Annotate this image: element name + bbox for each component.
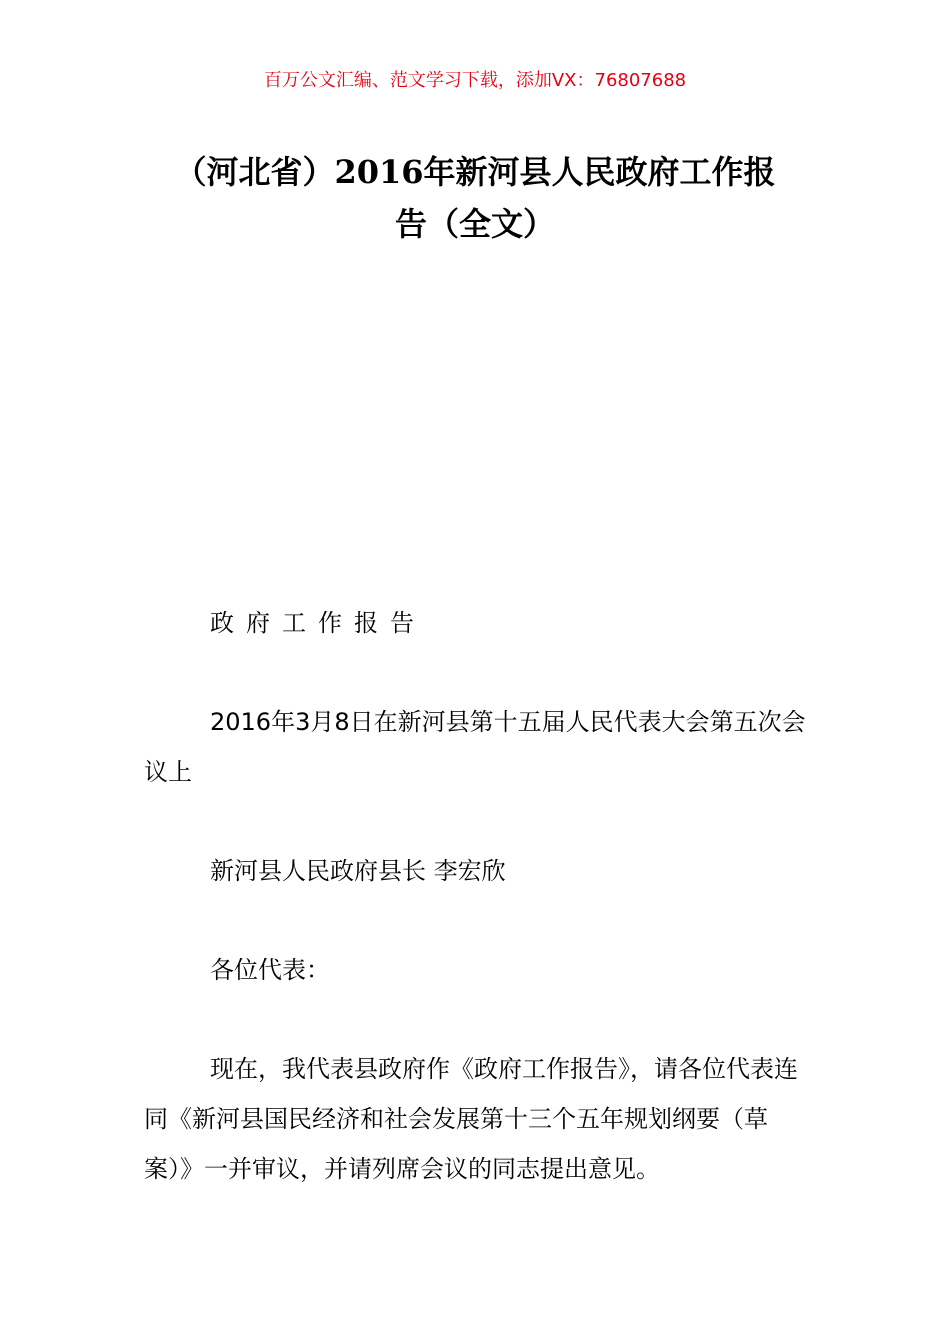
- salutation: 各位代表：: [210, 956, 330, 984]
- watermark-note: 百万公文汇编、范文学习下载，添加VX：76807688: [263, 70, 687, 91]
- document-title: [140, 146, 810, 250]
- paragraph-1: 现在，我代表县政府作《政府工作报告》，请各位代表连同《新河县国民经济和社会发展第十三个五年规划纲要（草案）》一并审议，并请列席会议的同志提出意见。: [144, 1055, 798, 1183]
- title-line-2: 告（全文）: [394, 205, 555, 243]
- speaker-line: 新河县人民政府县长 李宏欣: [210, 857, 506, 885]
- meeting-info: 2016年3月8日在新河县第十五届人民代表大会第五次会议上: [144, 708, 806, 786]
- title-line-1: （河北省）2016年新河县人民政府工作报: [174, 153, 776, 191]
- report-heading: 政府工作报告: [210, 609, 426, 637]
